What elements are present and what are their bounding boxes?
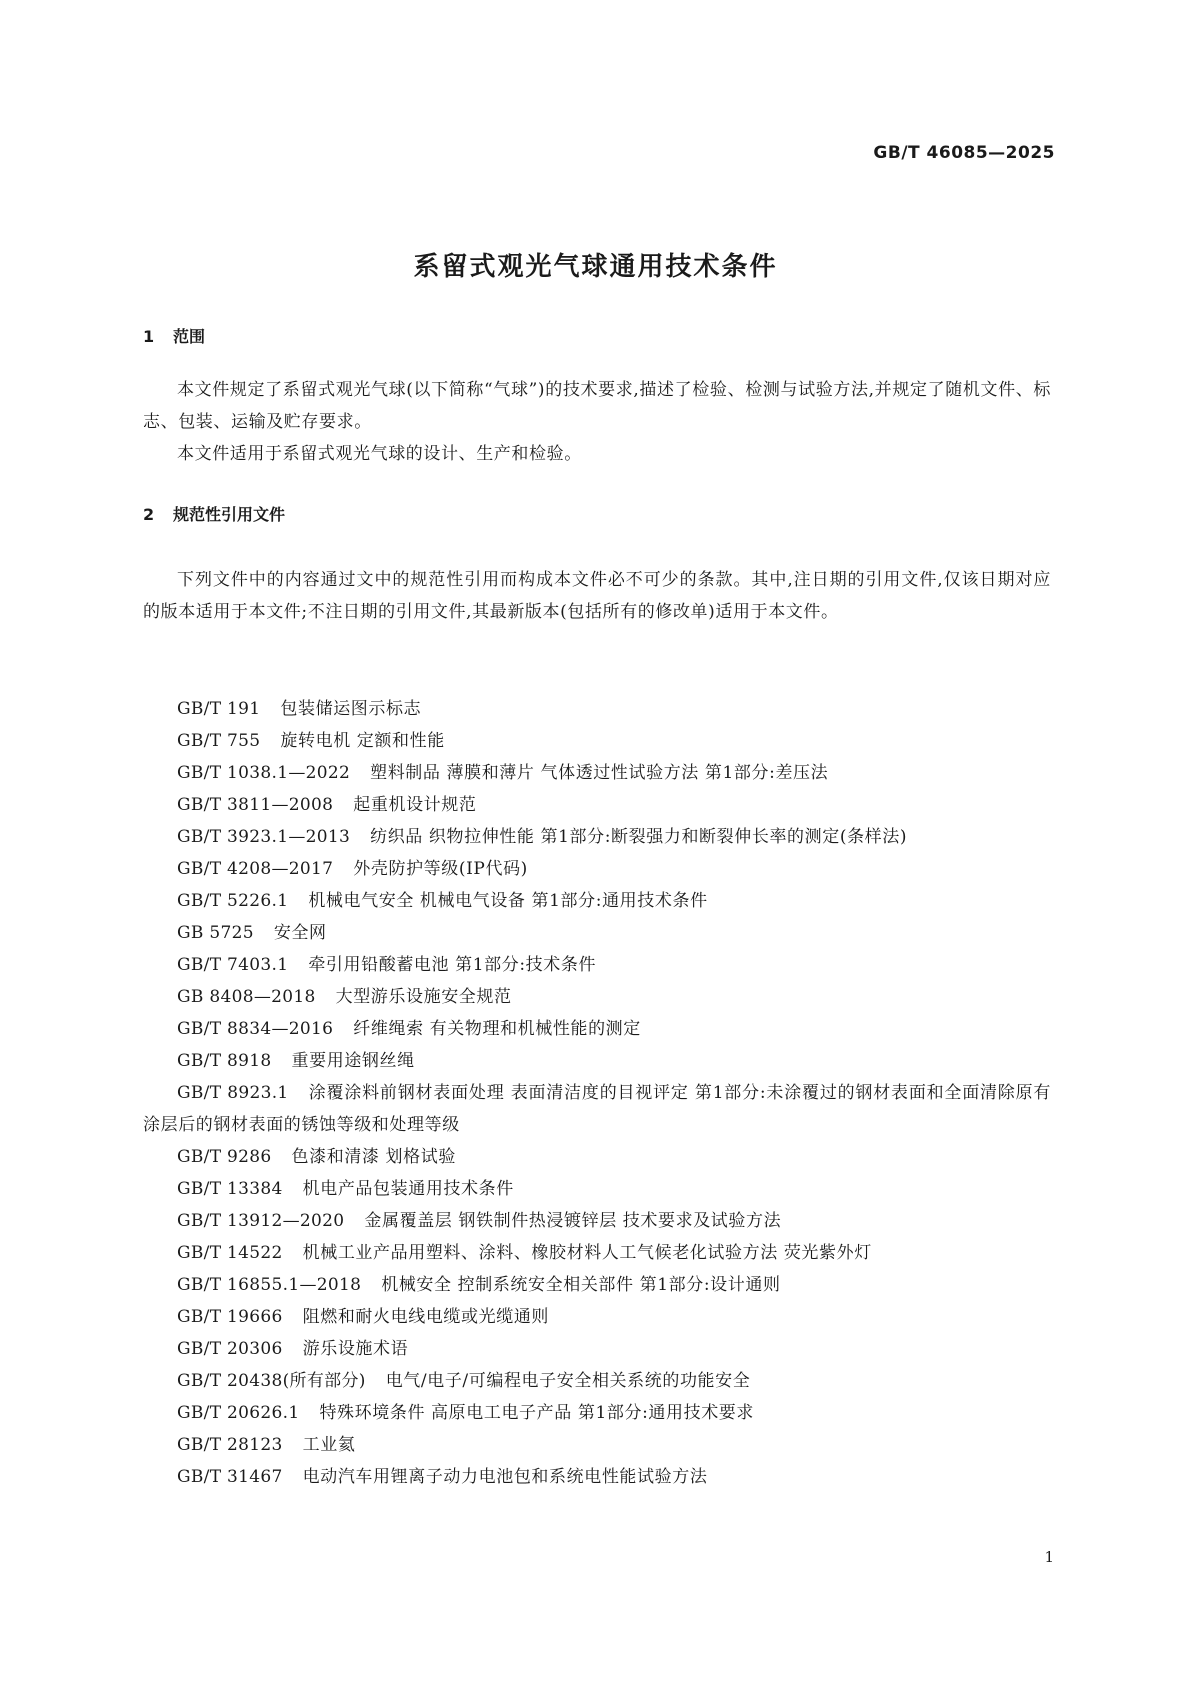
reference-code: GB/T 4208—2017	[177, 859, 334, 879]
reference-title: 塑料制品 薄膜和薄片 气体透过性试验方法 第1部分:差压法	[370, 763, 829, 783]
reference-code: GB/T 191	[177, 699, 261, 719]
reference-code: GB/T 9286	[177, 1147, 272, 1167]
reference-title: 牵引用铅酸蓄电池 第1部分:技术条件	[308, 955, 597, 975]
reference-code: GB/T 1038.1—2022	[177, 763, 351, 783]
reference-title: 涂覆涂料前钢材表面处理 表面清洁度的目视评定 第1部分:未涂覆过的钢材表面和全面清除原有涂层后的钢材表面的锈蚀等级和处理等级	[143, 1083, 1052, 1135]
reference-item	[143, 1141, 1051, 1173]
reference-title: 金属覆盖层 钢铁制件热浸镀锌层 技术要求及试验方法	[364, 1211, 782, 1231]
reference-item	[143, 981, 1051, 1013]
reference-list	[143, 693, 1051, 1493]
reference-code: GB/T 16855.1—2018	[177, 1275, 362, 1295]
reference-code: GB/T 19666	[177, 1307, 283, 1327]
reference-code: GB/T 13384	[177, 1179, 283, 1199]
reference-code: GB 5725	[177, 923, 254, 943]
reference-item	[143, 1077, 1051, 1141]
reference-code: GB/T 8834—2016	[177, 1019, 334, 1039]
reference-code: GB/T 20306	[177, 1339, 283, 1359]
reference-code: GB/T 20438(所有部分)	[177, 1371, 366, 1391]
reference-code: GB 8408—2018	[177, 987, 316, 1007]
reference-item	[143, 821, 1051, 853]
reference-item	[143, 853, 1051, 885]
reference-title: 外壳防护等级(IP代码)	[353, 859, 528, 879]
reference-title: 旋转电机 定额和性能	[280, 731, 445, 751]
page-number: 1	[1044, 1548, 1054, 1566]
reference-code: GB/T 20626.1	[177, 1403, 300, 1423]
reference-code: GB/T 14522	[177, 1243, 283, 1263]
reference-title: 大型游乐设施安全规范	[335, 987, 512, 1007]
reference-code: GB/T 755	[177, 731, 261, 751]
standard-code: GB/T 46085—2025	[873, 143, 1055, 163]
reference-title: 色漆和清漆 划格试验	[291, 1147, 456, 1167]
document-title: 系留式观光气球通用技术条件	[413, 252, 778, 282]
reference-code: GB/T 3923.1—2013	[177, 827, 351, 847]
reference-code: GB/T 7403.1	[177, 955, 289, 975]
reference-item	[143, 1013, 1051, 1045]
reference-item	[143, 1301, 1051, 1333]
reference-item	[143, 885, 1051, 917]
reference-code: GB/T 8918	[177, 1051, 272, 1071]
reference-code: GB/T 5226.1	[177, 891, 289, 911]
section-number: 1	[143, 327, 155, 346]
reference-code: GB/T 31467	[177, 1467, 283, 1487]
reference-item	[143, 1365, 1051, 1397]
reference-title: 机电产品包装通用技术条件	[302, 1179, 514, 1199]
reference-title: 安全网	[273, 923, 327, 943]
reference-item	[143, 1333, 1051, 1365]
reference-title: 工业氦	[302, 1435, 356, 1455]
reference-item	[143, 725, 1051, 757]
section-heading-scope	[143, 324, 205, 347]
reference-title: 电气/电子/可编程电子安全相关系统的功能安全	[385, 1371, 751, 1391]
reference-title: 特殊环境条件 高原电工电子产品 第1部分:通用技术要求	[319, 1403, 755, 1423]
reference-item	[143, 1269, 1051, 1301]
reference-title: 机械安全 控制系统安全相关部件 第1部分:设计通则	[381, 1275, 781, 1295]
reference-item	[143, 789, 1051, 821]
reference-item	[143, 1205, 1051, 1237]
reference-title: 机械工业产品用塑料、涂料、橡胶材料人工气候老化试验方法 荧光紫外灯	[302, 1243, 872, 1263]
reference-item	[143, 1045, 1051, 1077]
reference-item	[143, 1461, 1051, 1493]
reference-title: 包装储运图示标志	[280, 699, 422, 719]
reference-item	[143, 757, 1051, 789]
reference-item	[143, 949, 1051, 981]
section-title: 范围	[173, 327, 206, 346]
section-number: 2	[143, 505, 155, 524]
reference-title: 重要用途钢丝绳	[291, 1051, 415, 1071]
reference-title: 阻燃和耐火电线电缆或光缆通则	[302, 1307, 550, 1327]
reference-title: 起重机设计规范	[353, 795, 477, 815]
reference-item	[143, 1237, 1051, 1269]
reference-item	[143, 1397, 1051, 1429]
reference-title: 机械电气安全 机械电气设备 第1部分:通用技术条件	[308, 891, 708, 911]
reference-code: GB/T 28123	[177, 1435, 283, 1455]
reference-title: 纺织品 织物拉伸性能 第1部分:断裂强力和断裂伸长率的测定(条样法)	[370, 827, 908, 847]
references-intro: 下列文件中的内容通过文中的规范性引用而构成本文件必不可少的条款。其中,注日期的引用文件,仅该日期对应的版本适用于本文件;不注日期的引用文件,其最新版本(包括所有的修改单)适用于本文件。	[143, 570, 1051, 622]
reference-title: 游乐设施术语	[302, 1339, 409, 1359]
reference-code: GB/T 8923.1	[177, 1083, 289, 1103]
scope-paragraph-2: 本文件适用于系留式观光气球的设计、生产和检验。	[177, 444, 582, 464]
section-heading-normative-references	[143, 502, 285, 525]
reference-item	[143, 917, 1051, 949]
reference-code: GB/T 13912—2020	[177, 1211, 345, 1231]
reference-title: 电动汽车用锂离子动力电池包和系统电性能试验方法	[302, 1467, 708, 1487]
reference-item	[143, 693, 1051, 725]
reference-code: GB/T 3811—2008	[177, 795, 334, 815]
reference-item	[143, 1429, 1051, 1461]
scope-paragraph-1: 本文件规定了系留式观光气球(以下简称“气球”)的技术要求,描述了检验、检测与试验方法,并规定了随机文件、标志、包装、运输及贮存要求。	[143, 380, 1051, 432]
reference-title: 纤维绳索 有关物理和机械性能的测定	[353, 1019, 641, 1039]
reference-item	[143, 1173, 1051, 1205]
section-title: 规范性引用文件	[173, 505, 286, 524]
